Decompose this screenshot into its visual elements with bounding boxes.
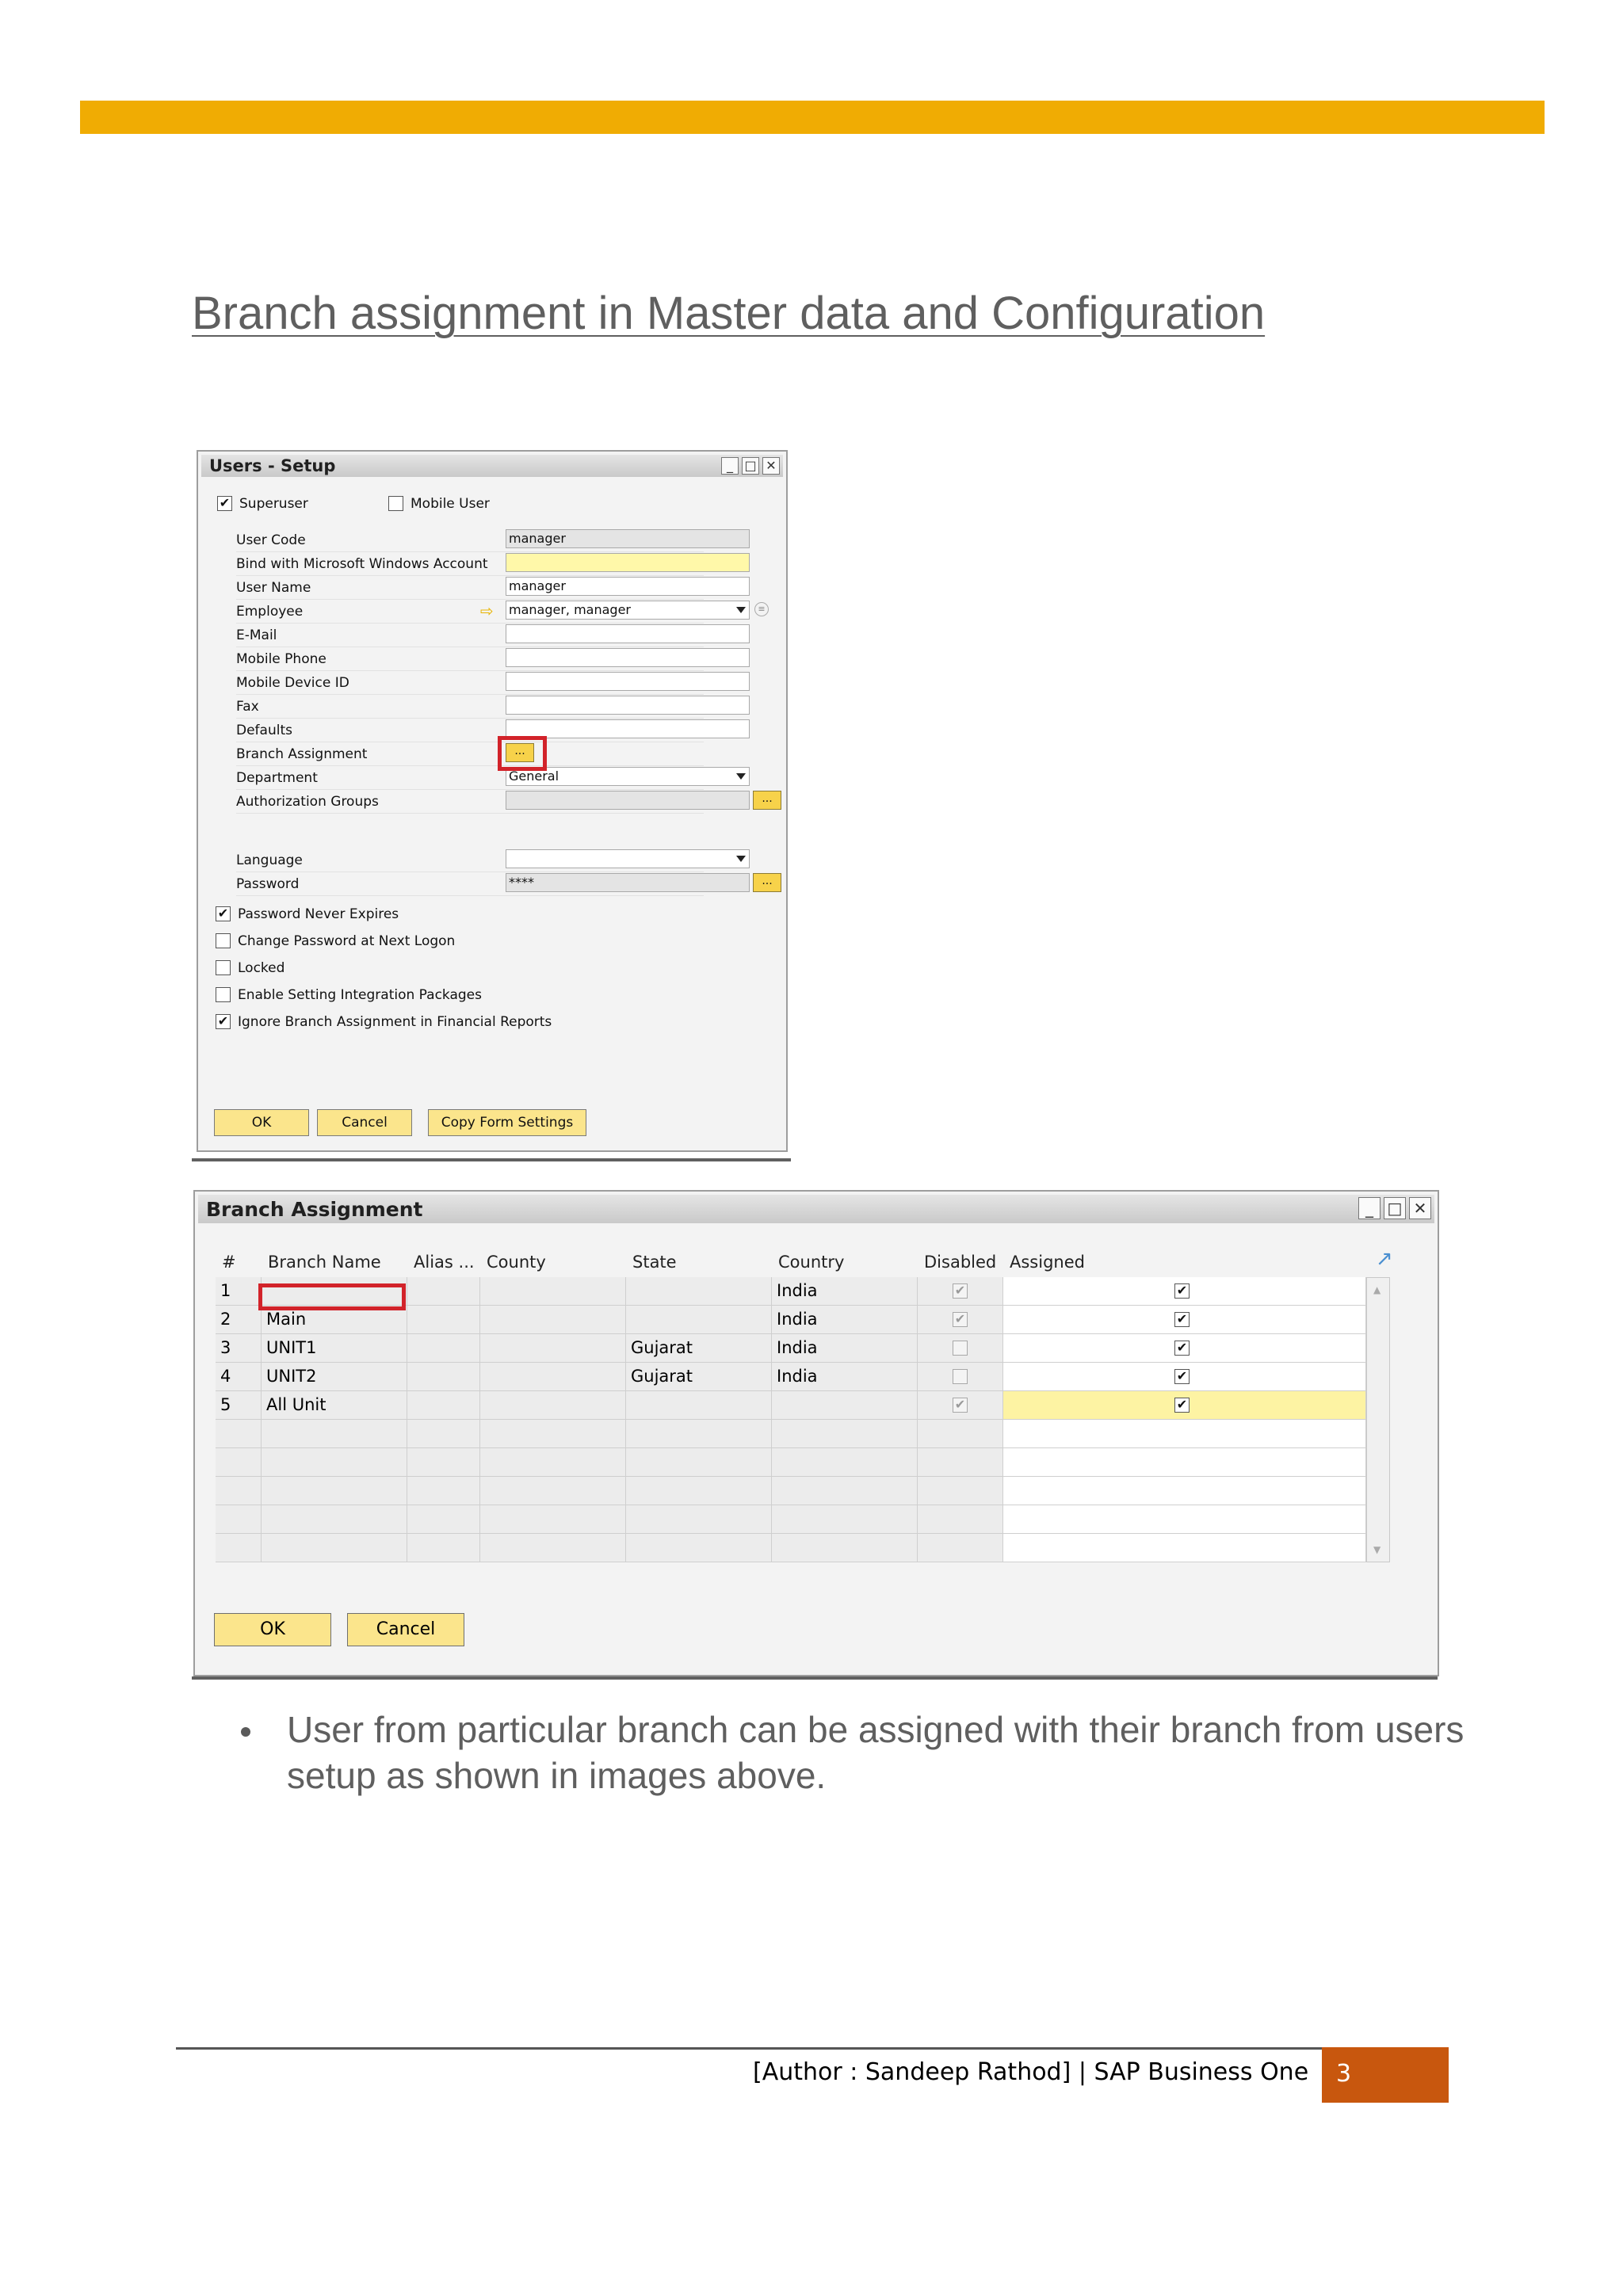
authorization-groups-label: Authorization Groups [236,794,379,810]
employee-row [236,599,766,624]
vertical-scrollbar[interactable] [1366,1277,1390,1562]
department-label: Department [236,770,318,786]
cell-num [216,1277,262,1306]
cell-country [772,1334,918,1363]
defaults-row [236,718,704,742]
cell-country [772,1448,918,1477]
bind-windows-row [236,551,704,576]
user-name-label: User Name [236,580,311,596]
option-checkbox-1[interactable] [216,933,231,948]
footer-rule [176,2047,1322,2050]
cell-disabled[interactable] [918,1306,1003,1334]
cell-country [772,1391,918,1420]
cell-name [262,1334,407,1363]
cell-value: UNIT2 [266,1367,317,1386]
column-header-label: State [632,1253,677,1272]
language-dropdown[interactable] [506,849,750,868]
cell-num [216,1306,262,1334]
assigned-checkbox[interactable]: ✔ [1174,1341,1190,1356]
table-row[interactable] [216,1391,1366,1420]
assigned-checkbox[interactable]: ✔ [1174,1283,1190,1299]
cell-value: 5 [220,1395,231,1414]
disabled-checkbox[interactable] [953,1341,968,1356]
table-row[interactable] [216,1420,1366,1448]
cell-alias [407,1420,480,1448]
cell-assigned[interactable] [1003,1306,1366,1334]
cell-county [480,1534,626,1562]
cell-alias [407,1306,480,1334]
column-header-label: Alias ... [414,1253,475,1272]
fax-field[interactable] [506,696,750,715]
email-label: E-Mail [236,627,277,643]
highlight-box [258,1283,406,1310]
cancel-button[interactable]: Cancel [347,1613,464,1646]
cell-country [772,1534,918,1562]
authorization-groups-field[interactable] [506,791,750,810]
email-row [236,623,704,647]
cell-country [772,1505,918,1534]
disabled-checkbox[interactable]: ✔ [953,1312,968,1327]
close-icon[interactable]: ✕ [1409,1197,1431,1219]
cell-assigned[interactable] [1003,1334,1366,1363]
cell-country [772,1306,918,1334]
cell-disabled[interactable] [918,1334,1003,1363]
scroll-up-icon[interactable]: ▲ [1373,1284,1381,1295]
cancel-button[interactable]: Cancel [317,1109,412,1136]
table-row[interactable] [216,1448,1366,1477]
cell-num [216,1391,262,1420]
branch-assignment-button[interactable]: ... [506,743,534,762]
column-header-label: Disabled [924,1253,997,1272]
employee-value: manager, manager [509,602,631,617]
cell-name [262,1391,407,1420]
expand-icon[interactable]: ↗ [1376,1247,1393,1271]
user-code-field[interactable]: manager [506,529,750,548]
cell-disabled[interactable] [918,1391,1003,1420]
cell-value: 4 [220,1367,231,1386]
cell-state [626,1477,772,1505]
scroll-down-icon[interactable]: ▼ [1373,1544,1381,1555]
cell-assigned[interactable] [1003,1505,1366,1534]
cell-alias [407,1334,480,1363]
mobile-user-checkbox[interactable] [388,496,403,511]
info-icon[interactable]: ≡ [754,602,769,616]
password-label: Password [236,876,300,892]
divider [192,1158,791,1161]
cell-state [626,1448,772,1477]
cell-disabled[interactable] [918,1420,1003,1448]
cell-value: Gujarat [631,1367,693,1386]
cell-state [626,1391,772,1420]
table-row[interactable] [216,1477,1366,1505]
table-row[interactable] [216,1505,1366,1534]
assigned-checkbox[interactable]: ✔ [1174,1398,1190,1413]
cell-state [626,1363,772,1391]
cell-value: India [777,1281,818,1300]
employee-dropdown[interactable] [506,601,750,620]
cell-assigned[interactable] [1003,1277,1366,1306]
cell-disabled[interactable] [918,1534,1003,1562]
cell-alias [407,1477,480,1505]
cell-state [626,1334,772,1363]
cell-value: All Unit [266,1395,327,1414]
password-button[interactable]: ... [753,873,781,892]
superuser-checkbox[interactable]: ✔ [217,496,232,511]
cell-alias [407,1505,480,1534]
cell-value: UNIT1 [266,1338,317,1357]
mobile-phone-row [236,646,704,671]
cell-country [772,1420,918,1448]
cell-state [626,1306,772,1334]
department-value: General [509,769,559,784]
page-title: Branch assignment in Master data and Configuration [192,288,1266,339]
option-label-3: Enable Setting Integration Packages [238,987,482,1003]
column-header[interactable] [918,1247,1003,1277]
cell-county [480,1363,626,1391]
option-label-0: Password Never Expires [238,906,399,922]
department-row [236,765,704,790]
cell-county [480,1334,626,1363]
bullet-icon [241,1727,250,1737]
cell-disabled[interactable] [918,1363,1003,1391]
cell-country [772,1363,918,1391]
authorization-groups-button[interactable]: ... [753,791,781,810]
cell-name [262,1363,407,1391]
password-row [236,871,773,896]
cell-assigned[interactable] [1003,1448,1366,1477]
window-title: Branch Assignment [206,1198,423,1221]
column-header-label: # [222,1253,236,1272]
cell-county [480,1277,626,1306]
password-field[interactable]: **** [506,873,750,892]
cell-county [480,1306,626,1334]
page-number: 3 [1336,2060,1352,2088]
link-arrow-icon[interactable]: ⇨ [480,601,494,620]
cell-name [262,1448,407,1477]
cell-num [216,1334,262,1363]
cell-num [216,1363,262,1391]
ok-button[interactable]: OK [214,1613,331,1646]
cell-num [216,1420,262,1448]
mobile-device-label: Mobile Device ID [236,675,349,691]
cell-assigned[interactable] [1003,1534,1366,1562]
cell-name [262,1420,407,1448]
cell-alias [407,1391,480,1420]
cell-name [262,1477,407,1505]
table-row[interactable] [216,1334,1366,1363]
chevron-down-icon [736,773,746,780]
user-code-label: User Code [236,532,306,548]
cell-alias [407,1277,480,1306]
cell-state [626,1277,772,1306]
option-label-1: Change Password at Next Logon [238,933,456,949]
branch-assignment-titlebar [198,1195,1434,1223]
cell-value: India [777,1310,818,1329]
maximize-icon[interactable]: □ [742,457,759,475]
mobile-device-field[interactable] [506,672,750,691]
option-checkbox-0[interactable]: ✔ [216,906,231,921]
option-label-4: Ignore Branch Assignment in Financial Reports [238,1014,552,1030]
option-checkbox-3[interactable] [216,987,231,1002]
column-header[interactable] [772,1247,918,1277]
cell-disabled[interactable] [918,1277,1003,1306]
email-field[interactable] [506,624,750,643]
cell-value: 3 [220,1338,231,1357]
minimize-icon[interactable]: _ [1358,1197,1381,1219]
column-header-label: Country [778,1253,845,1272]
cell-county [480,1391,626,1420]
cell-disabled[interactable] [918,1505,1003,1534]
cell-name [262,1505,407,1534]
mobile-phone-field[interactable] [506,648,750,667]
cell-value: Gujarat [631,1338,693,1357]
cell-assigned[interactable] [1003,1391,1366,1420]
cell-disabled[interactable] [918,1477,1003,1505]
minimize-icon[interactable]: _ [721,457,739,475]
defaults-label: Defaults [236,723,292,738]
column-header[interactable] [480,1247,626,1277]
highlight-box [498,736,547,771]
cell-assigned[interactable] [1003,1363,1366,1391]
column-header[interactable] [216,1247,262,1277]
option-checkbox-2[interactable] [216,960,231,975]
cell-country [772,1477,918,1505]
branch-assignment-row [236,742,704,766]
page-number-box [1322,2047,1449,2103]
superuser-label: Superuser [239,496,308,512]
column-header[interactable] [1003,1247,1366,1277]
cell-state [626,1534,772,1562]
language-row [236,848,704,872]
option-checkbox-4[interactable]: ✔ [216,1014,231,1029]
bullet-text: User from particular branch can be assigned with their branch from users setup as shown in images above. [287,1709,1465,1796]
column-header[interactable] [626,1247,772,1277]
fax-row [236,694,704,719]
authorization-groups-row [236,789,773,814]
cell-alias [407,1534,480,1562]
cell-assigned[interactable] [1003,1420,1366,1448]
language-label: Language [236,852,303,868]
cell-value: 1 [220,1281,231,1300]
user-name-row [236,575,704,600]
column-header-label: Assigned [1010,1253,1085,1272]
cell-name [262,1534,407,1562]
cell-disabled[interactable] [918,1448,1003,1477]
table-row[interactable] [216,1534,1366,1562]
employee-label: Employee [236,604,304,620]
mobile-phone-label: Mobile Phone [236,651,327,667]
cell-value: India [777,1338,818,1357]
chevron-down-icon [736,607,746,613]
mobile-user-label: Mobile User [411,496,490,512]
branch-assignment-label: Branch Assignment [236,746,368,762]
column-header-label: Branch Name [268,1253,381,1272]
chevron-down-icon [736,856,746,862]
column-header[interactable] [262,1247,407,1277]
cell-assigned[interactable] [1003,1477,1366,1505]
assigned-checkbox[interactable]: ✔ [1174,1312,1190,1327]
cell-alias [407,1363,480,1391]
user-code-row [236,528,704,552]
cell-num [216,1534,262,1562]
mobile-device-row [236,670,704,695]
cell-num [216,1448,262,1477]
disabled-checkbox[interactable]: ✔ [953,1398,968,1413]
cell-country [772,1277,918,1306]
cell-alias [407,1448,480,1477]
option-label-2: Locked [238,960,285,976]
bind-windows-label: Bind with Microsoft Windows Account [236,556,488,572]
disabled-checkbox[interactable] [953,1369,968,1384]
close-icon[interactable]: ✕ [762,457,780,475]
copy-form-settings-button[interactable]: Copy Form Settings [428,1109,586,1136]
fax-label: Fax [236,699,259,715]
header-accent-bar [80,101,1545,134]
footer-text: [Author : Sandeep Rathod] | SAP Business One [753,2058,1309,2086]
branch-assignment-window [193,1190,1439,1676]
cell-num [216,1505,262,1534]
bind-windows-field[interactable] [506,553,750,572]
divider [192,1676,1438,1680]
cell-value: India [777,1367,818,1386]
assigned-checkbox[interactable]: ✔ [1174,1369,1190,1384]
cell-value: 2 [220,1310,231,1329]
cell-county [480,1448,626,1477]
cell-num [216,1477,262,1505]
cell-state [626,1505,772,1534]
column-header[interactable] [407,1247,480,1277]
column-header-label: County [487,1253,546,1272]
cell-value: Main [266,1310,307,1329]
cell-county [480,1477,626,1505]
cell-county [480,1420,626,1448]
maximize-icon[interactable]: □ [1384,1197,1406,1219]
ok-button[interactable]: OK [214,1109,309,1136]
user-name-field[interactable]: manager [506,577,750,596]
disabled-checkbox[interactable]: ✔ [953,1283,968,1299]
window-title: Users - Setup [209,456,336,475]
cell-county [480,1505,626,1534]
users-setup-window [197,450,788,1152]
table-row[interactable] [216,1363,1366,1391]
cell-state [626,1420,772,1448]
